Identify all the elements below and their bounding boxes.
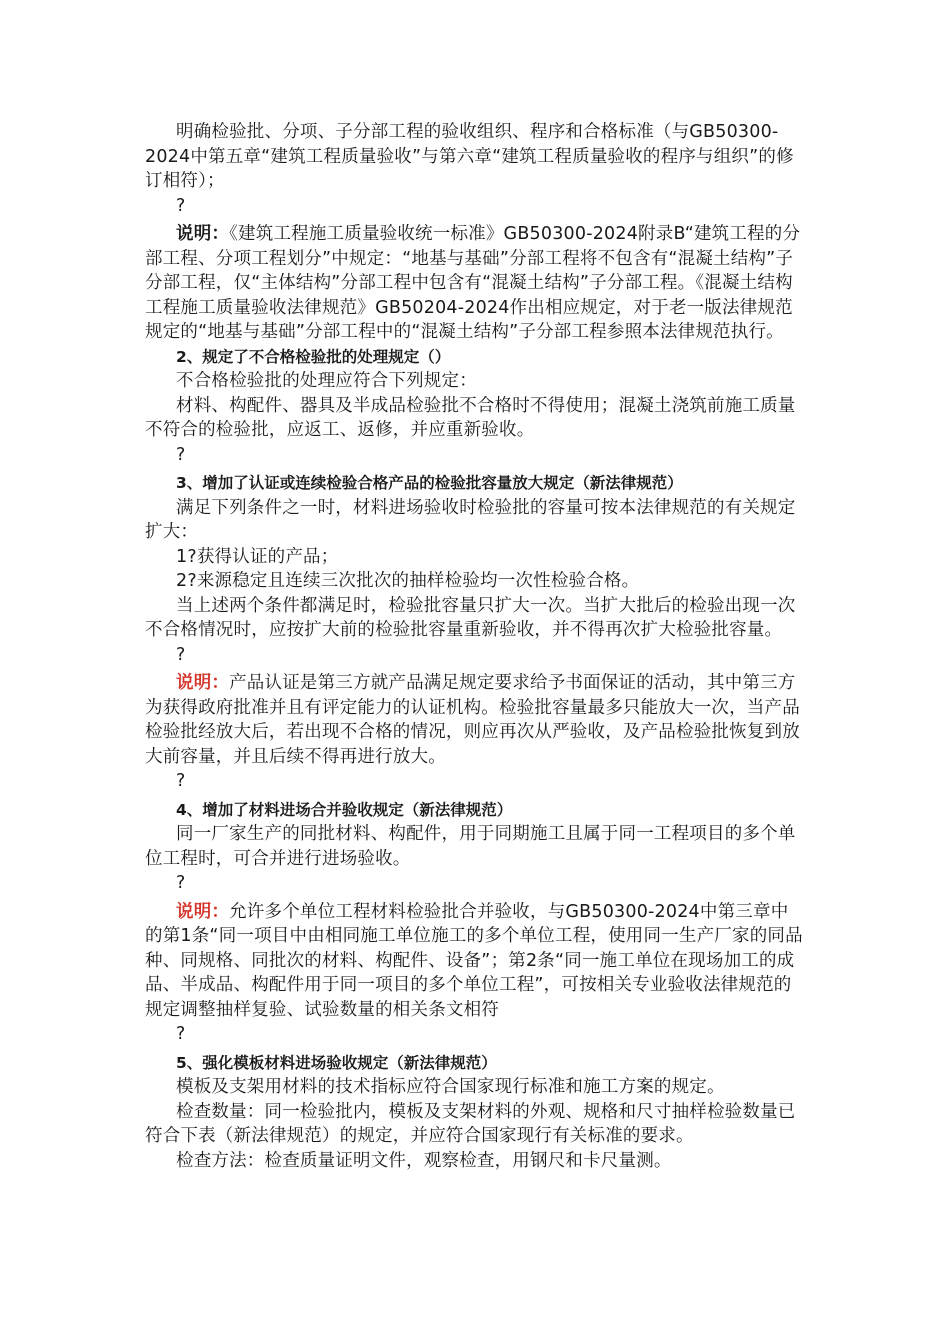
placeholder-mark: ? bbox=[176, 444, 186, 465]
section-heading: 5、强化模板材料进场验收规定（新法律规范） bbox=[176, 1053, 497, 1072]
placeholder-mark: ? bbox=[176, 644, 186, 665]
document-body bbox=[145, 120, 805, 1173]
list-item: 2?来源稳定且连续三次批次的抽样检验均一次性检验合格。 bbox=[176, 571, 640, 591]
paragraph: 满足下列条件之一时，材料进场验收时检验批的容量可按本法律规范的有关规定扩大： bbox=[145, 497, 796, 542]
note-text: 允许多个单位工程材料检验批合并验收，与GB50300-2024中第三章中的第1条“同一项目中由相同施工单位施工的多个单位工程，使用同一生产厂家的同品种、同规格、同批次的材料、构配件、设备”；第2条“同一施工单位在现场加工的成品、半成品、构配件用于同一项目的多个单位工程”，可按相关专业验收法律规范的规定调整抽样复验、试验数量的相关条文相符 bbox=[145, 901, 803, 1020]
paragraph: 明确检验批、分项、子分部工程的验收组织、程序和合格标准（与GB50300-2024中第五章“建筑工程质量验收”与第六章“建筑工程质量验收的程序与组织”的修订相符）； bbox=[145, 122, 794, 191]
note-paragraph bbox=[145, 900, 805, 1023]
note-text: 产品认证是第三方就产品满足规定要求给予书面保证的活动，其中第三方为获得政府批准并且有评定能力的认证机构。检验批容量最多只能放大一次，当产品检验批经放大后，若出现不合格的情况，则应再次从严验收，及产品检验批恢复到放大前容量，并且后续不得再进行放大。 bbox=[145, 673, 800, 767]
placeholder-mark: ? bbox=[176, 195, 186, 216]
section-heading: 4、增加了材料进场合并验收规定（新法律规范） bbox=[176, 800, 513, 819]
paragraph: 检查数量：同一检验批内，模板及支架材料的外观、规格和尺寸抽样检验数量已符合下表（新法律规范）的规定，并应符合国家现行有关标准的要求。 bbox=[145, 1101, 796, 1146]
note-paragraph bbox=[145, 671, 805, 769]
section-heading: 3、增加了认证或连续检验合格产品的检验批容量放大规定（新法律规范） bbox=[176, 474, 683, 492]
paragraph: 材料、构配件、器具及半成品检验批不合格时不得使用；混凝土浇筑前施工质量不符合的检验批，应返工、返修，并应重新验收。 bbox=[145, 395, 796, 440]
note-label: 说明： bbox=[176, 901, 230, 922]
paragraph: 不合格检验批的处理应符合下列规定： bbox=[176, 371, 477, 391]
placeholder-mark: ? bbox=[176, 873, 186, 893]
paragraph: 同一厂家生产的同批材料、构配件，用于同期施工且属于同一工程项目的多个单位工程时，可合并进行进场验收。 bbox=[145, 824, 796, 869]
placeholder-mark: ? bbox=[176, 1024, 186, 1044]
list-item: 1?获得认证的产品； bbox=[176, 546, 339, 567]
paragraph: 检查方法：检查质量证明文件，观察检查，用钢尺和卡尺量测。 bbox=[176, 1150, 672, 1171]
paragraph: 模板及支架用材料的技术指标应符合国家现行标准和施工方案的规定。 bbox=[176, 1077, 725, 1097]
paragraph: 当上述两个条件都满足时，检验批容量只扩大一次。当扩大批后的检验出现一次不合格情况时，应按扩大前的检验批容量重新验收，并不得再次扩大检验批容量。 bbox=[145, 595, 796, 640]
note-label: 说明： bbox=[176, 224, 230, 244]
note-text: 《建筑工程施工质量验收统一标准》GB50300-2024附录B“建筑工程的分部工程、分项工程划分”中规定：“地基与基础”分部工程将不包含有“混凝土结构”子分部工程，仅“主体结构”分部工程中包含有“混凝土结构”子分部工程。《混凝土结构工程施工质量验收法律规范》GB50204-2024作出相应规定，对于老一版法律规范规定的“地基与基础”分部工程中的“混凝土结构”子分部工程参照本法律规范执行。 bbox=[145, 224, 801, 342]
note-label: 说明： bbox=[176, 673, 230, 693]
section-heading: 2、规定了不合格检验批的处理规定（） bbox=[176, 347, 451, 366]
note-paragraph bbox=[145, 222, 805, 345]
placeholder-mark: ? bbox=[176, 771, 186, 791]
